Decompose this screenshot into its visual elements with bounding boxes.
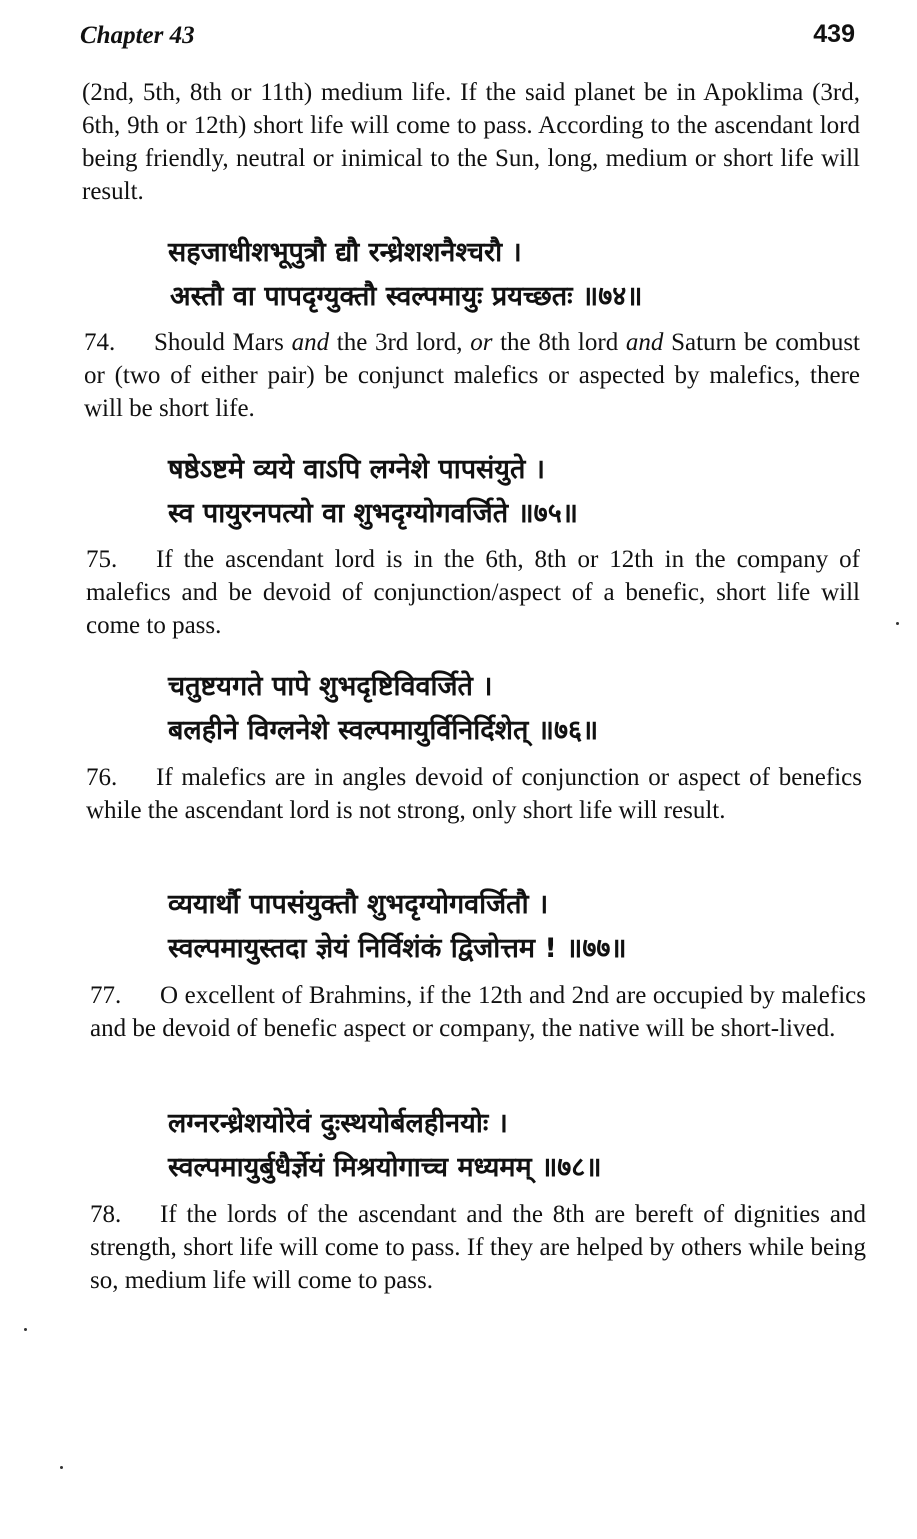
paragraph-body: If the lords of the ascendant and the 8th are bereft of dignities and strength, short life will come to pass. If they are helped by others while being so, medium life will come to pass. (90, 1201, 866, 1294)
text-segment: the 3rd lord, (329, 329, 471, 356)
text-segment: Saturn be combust or (two of either pair) be conjunct malefics or aspected by malefics, there will be short life. (84, 329, 861, 422)
verse-line: स्वल्पमायुर्बुधैर्ज्ञेयं मिश्रयोगाच्च मध्यमम् ॥७८॥ (168, 1152, 602, 1183)
sanskrit-verse-78 (168, 1102, 788, 1190)
paragraph-body: O excellent of Brahmins, if the 12th and 2nd are occupied by malefics and be devoid of benefic aspect or company, the native will be short-lived. (90, 982, 866, 1042)
verse-line: अस्तौ वा पापदृग्युक्तौ स्वल्पमायुः प्रयच्छतः ॥७४॥ (170, 281, 643, 312)
text-segment: the 8th lord (492, 329, 626, 356)
page-number: 439 (813, 20, 855, 48)
verse-number: 78. (90, 1201, 122, 1228)
scan-speck (60, 1466, 63, 1469)
scan-speck (896, 622, 899, 625)
sanskrit-verse-75 (168, 448, 788, 536)
translation-paragraph-77 (90, 979, 866, 1045)
sanskrit-verse-77 (168, 883, 788, 971)
verse-line: चतुष्टयगते पापे शुभदृष्टिविवर्जिते । (168, 671, 493, 702)
translation-paragraph-76 (86, 761, 862, 827)
verse-line: स्व पायुरनपत्यो वा शुभदृग्योगवर्जिते ॥७५॥ (168, 498, 578, 529)
translation-paragraph-74 (84, 326, 860, 425)
verse-line: सहजाधीशभूपुत्रौ द्यौ रन्ध्रेशशनैश्चरौ । (168, 237, 522, 268)
running-head-chapter: Chapter 43 (80, 22, 195, 49)
italic-emphasis: and (625, 329, 664, 356)
verse-number: 77. (90, 982, 122, 1009)
italic-emphasis: and (291, 329, 330, 356)
paragraph-body (84, 329, 860, 422)
verse-number: 75. (86, 546, 118, 573)
scan-speck (24, 1328, 27, 1331)
verse-line: स्वल्पमायुस्तदा ज्ञेयं निर्विशंकं द्विजोत्तम ! ॥७७॥ (168, 933, 627, 964)
text-segment: Should Mars (154, 329, 292, 356)
verse-number: 76. (86, 764, 118, 791)
verse-number: 74. (84, 329, 116, 356)
verse-line: षष्ठेऽष्टमे व्यये वाऽपि लग्नेशे पापसंयुते । (168, 454, 545, 485)
intro-paragraph: (2nd, 5th, 8th or 11th) medium life. If the said planet be in Apoklima (3rd, 6th, 9th or 12th) short life will come to pass. According to the ascendant lord being friendly, neutral or inimical to the Sun, long, medium or short life will result. (82, 79, 860, 205)
paragraph-body: If malefics are in angles devoid of conjunction or aspect of benefics while the ascendant lord is not strong, only short life will result. (86, 764, 862, 824)
translation-paragraph-78 (90, 1198, 866, 1297)
paragraph-body: If the ascendant lord is in the 6th, 8th or 12th in the company of malefics and be devoid of conjunction/aspect of a benefic, short life will come to pass. (86, 546, 860, 639)
sanskrit-verse-74 (168, 231, 788, 319)
italic-emphasis: or (470, 329, 493, 356)
sanskrit-verse-76 (168, 665, 788, 753)
translation-paragraph-75 (86, 543, 860, 642)
verse-line: बलहीने विग्लनेशे स्वल्पमायुर्विनिर्दिशेत् ॥७६॥ (168, 715, 599, 746)
verse-line: व्ययार्थौ पापसंयुक्तौ शुभदृग्योगवर्जितौ । (168, 889, 549, 920)
verse-line: लग्नरन्ध्रेशयोरेवं दुःस्थयोर्बलहीनयोः । (168, 1108, 508, 1139)
